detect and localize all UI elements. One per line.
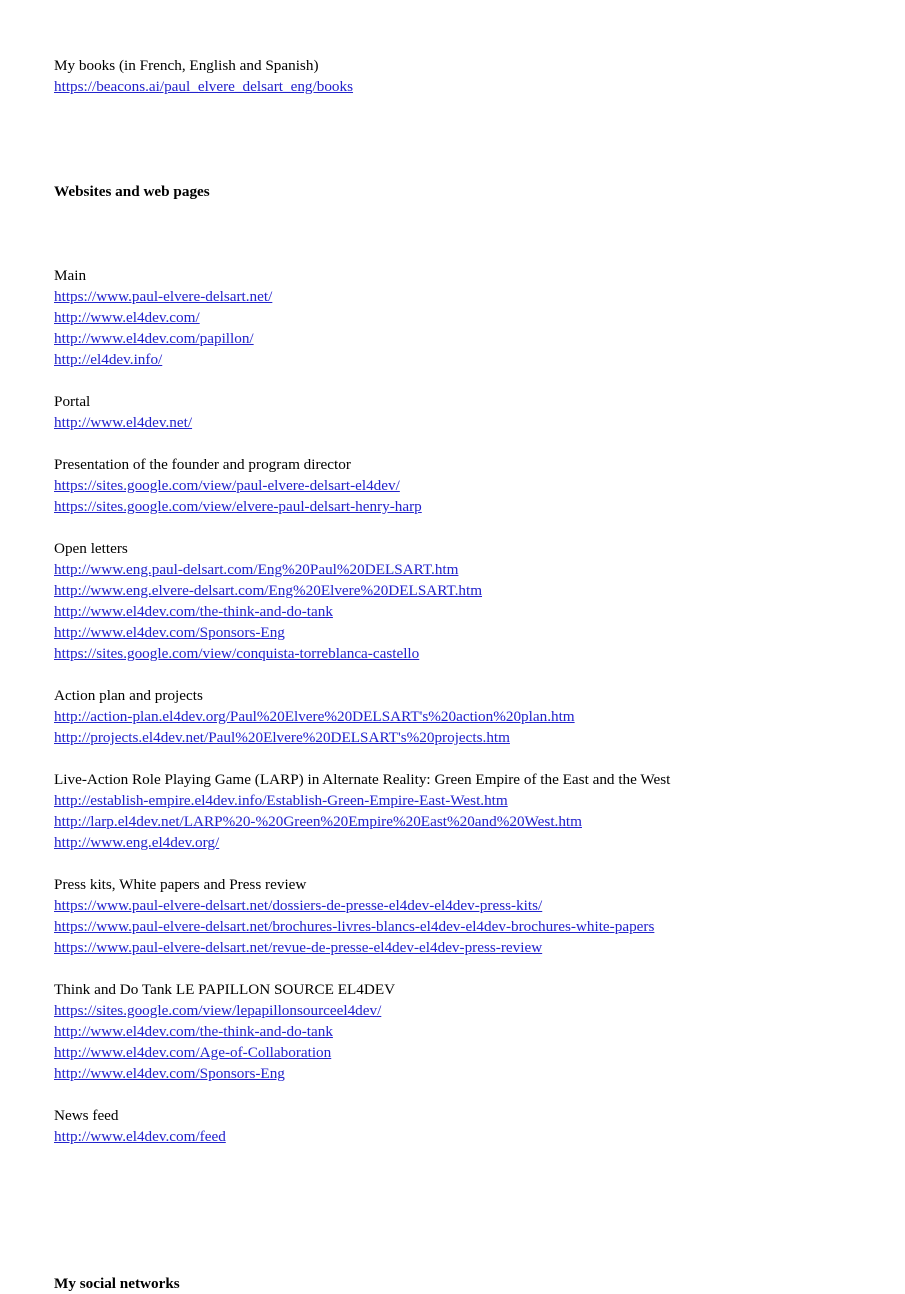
heading-my-social-networks: My social networks: [54, 1275, 180, 1292]
section-open-letters: [54, 538, 854, 664]
link-presentation-sites-google-paul-elvere-delsart-el4dev[interactable]: https://sites.google.com/view/paul-elvere-delsart-el4dev/: [54, 477, 400, 494]
link-row: [54, 412, 854, 433]
link-action-plan-el4dev-org[interactable]: http://action-plan.el4dev.org/Paul%20Elvere%20DELSART's%20action%20plan.htm: [54, 708, 575, 725]
link-row: [54, 1063, 854, 1084]
section-label-think-and-do-tank: Think and Do Tank LE PAPILLON SOURCE EL4DEV: [54, 981, 396, 998]
heading-websites-and-web-pages: Websites and web pages: [54, 183, 210, 200]
section-think-and-do-tank: [54, 979, 854, 1084]
link-row: [54, 1042, 854, 1063]
link-row: [54, 895, 854, 916]
link-presentation-sites-google-elvere-paul-delsart-henry-harp[interactable]: https://sites.google.com/view/elvere-paul-delsart-henry-harp: [54, 498, 422, 515]
link-row: [54, 790, 854, 811]
spacer: [54, 370, 854, 391]
spacer: [54, 1231, 854, 1273]
spacer: [54, 664, 854, 685]
link-tank-age-of-collaboration[interactable]: http://www.el4dev.com/Age-of-Collaboration: [54, 1044, 332, 1061]
section-portal: [54, 391, 854, 433]
spacer: [54, 748, 854, 769]
link-main-el4dev-info[interactable]: http://el4dev.info/: [54, 351, 163, 368]
link-open-letters-sponsors-eng[interactable]: http://www.el4dev.com/Sponsors-Eng: [54, 624, 285, 641]
link-press-kits-brochures-livres-blancs[interactable]: https://www.paul-elvere-delsart.net/brochures-livres-blancs-el4dev-el4dev-brochures-white-papers: [54, 918, 655, 935]
link-news-feed-el4dev-com-feed[interactable]: http://www.el4dev.com/feed: [54, 1128, 226, 1145]
link-row: [54, 643, 854, 664]
link-tank-lepapillonsourceel4dev[interactable]: https://sites.google.com/view/lepapillonsourceel4dev/: [54, 1002, 382, 1019]
link-row: [54, 832, 854, 853]
link-tank-the-think-and-do-tank[interactable]: http://www.el4dev.com/the-think-and-do-tank: [54, 1023, 333, 1040]
link-row: [54, 559, 854, 580]
spacer: [54, 1084, 854, 1105]
link-press-kits-revue-de-presse[interactable]: https://www.paul-elvere-delsart.net/revue-de-presse-el4dev-el4dev-press-review: [54, 939, 543, 956]
section-main: [54, 265, 854, 370]
section-label-open-letters: Open letters: [54, 540, 128, 557]
link-larp-eng-el4dev-org[interactable]: http://www.eng.el4dev.org/: [54, 834, 220, 851]
link-row: [54, 475, 854, 496]
link-open-letters-think-and-do-tank[interactable]: http://www.el4dev.com/the-think-and-do-tank: [54, 603, 333, 620]
section-press-kits: [54, 874, 854, 958]
spacer: [54, 97, 854, 181]
link-row: [54, 601, 854, 622]
link-main-paul-elvere-delsart-net[interactable]: https://www.paul-elvere-delsart.net/: [54, 288, 273, 305]
link-row: [54, 1021, 854, 1042]
link-portal-el4dev-net[interactable]: http://www.el4dev.net/: [54, 414, 193, 431]
link-row: [54, 307, 854, 328]
section-presentation: [54, 454, 854, 517]
link-main-el4dev-com[interactable]: http://www.el4dev.com/: [54, 309, 200, 326]
link-row: [54, 1126, 854, 1147]
spacer: [54, 1147, 854, 1231]
document-body: [54, 55, 854, 1294]
link-press-kits-dossiers-de-presse[interactable]: https://www.paul-elvere-delsart.net/dossiers-de-presse-el4dev-el4dev-press-kits/: [54, 897, 543, 914]
spacer: [54, 853, 854, 874]
link-row: [54, 622, 854, 643]
spacer: [54, 433, 854, 454]
link-row: [54, 349, 854, 370]
section-larp: [54, 769, 854, 853]
link-tank-sponsors-eng[interactable]: http://www.el4dev.com/Sponsors-Eng: [54, 1065, 285, 1082]
spacer: [54, 202, 854, 265]
section-label-news-feed: News feed: [54, 1107, 119, 1124]
link-row: [54, 706, 854, 727]
section-news-feed: [54, 1105, 854, 1147]
section-label-action-plan: Action plan and projects: [54, 687, 203, 704]
section-label-presentation: Presentation of the founder and program director: [54, 456, 351, 473]
section-label-portal: Portal: [54, 393, 91, 410]
spacer: [54, 517, 854, 538]
link-main-el4dev-com-papillon[interactable]: http://www.el4dev.com/papillon/: [54, 330, 254, 347]
link-row: [54, 76, 854, 97]
link-larp-el4dev-net[interactable]: http://larp.el4dev.net/LARP%20-%20Green%20Empire%20East%20and%20West.htm: [54, 813, 582, 830]
link-row: [54, 580, 854, 601]
link-row: [54, 916, 854, 937]
link-open-letters-eng-paul-delsart[interactable]: http://www.eng.paul-delsart.com/Eng%20Paul%20DELSART.htm: [54, 561, 459, 578]
link-row: [54, 496, 854, 517]
link-open-letters-conquista-torreblanca-castello[interactable]: https://sites.google.com/view/conquista-torreblanca-castello: [54, 645, 420, 662]
link-projects-el4dev-net[interactable]: http://projects.el4dev.net/Paul%20Elvere%20DELSART's%20projects.htm: [54, 729, 510, 746]
section-action-plan: [54, 685, 854, 748]
link-row: [54, 727, 854, 748]
section-label-my-books: My books (in French, English and Spanish): [54, 57, 319, 74]
link-row: [54, 328, 854, 349]
link-row: [54, 811, 854, 832]
section-label-larp: Live-Action Role Playing Game (LARP) in Alternate Reality: Green Empire of the East and the West: [54, 771, 671, 788]
section-label-main: Main: [54, 267, 87, 284]
section-my-books: [54, 55, 854, 97]
link-row: [54, 286, 854, 307]
link-larp-establish-empire[interactable]: http://establish-empire.el4dev.info/Establish-Green-Empire-East-West.htm: [54, 792, 508, 809]
link-row: [54, 1000, 854, 1021]
link-my-books-beacons[interactable]: https://beacons.ai/paul_elvere_delsart_eng/books: [54, 78, 354, 95]
link-open-letters-eng-elvere-delsart[interactable]: http://www.eng.elvere-delsart.com/Eng%20Elvere%20DELSART.htm: [54, 582, 483, 599]
link-row: [54, 937, 854, 958]
spacer: [54, 958, 854, 979]
section-label-press-kits: Press kits, White papers and Press review: [54, 876, 307, 893]
